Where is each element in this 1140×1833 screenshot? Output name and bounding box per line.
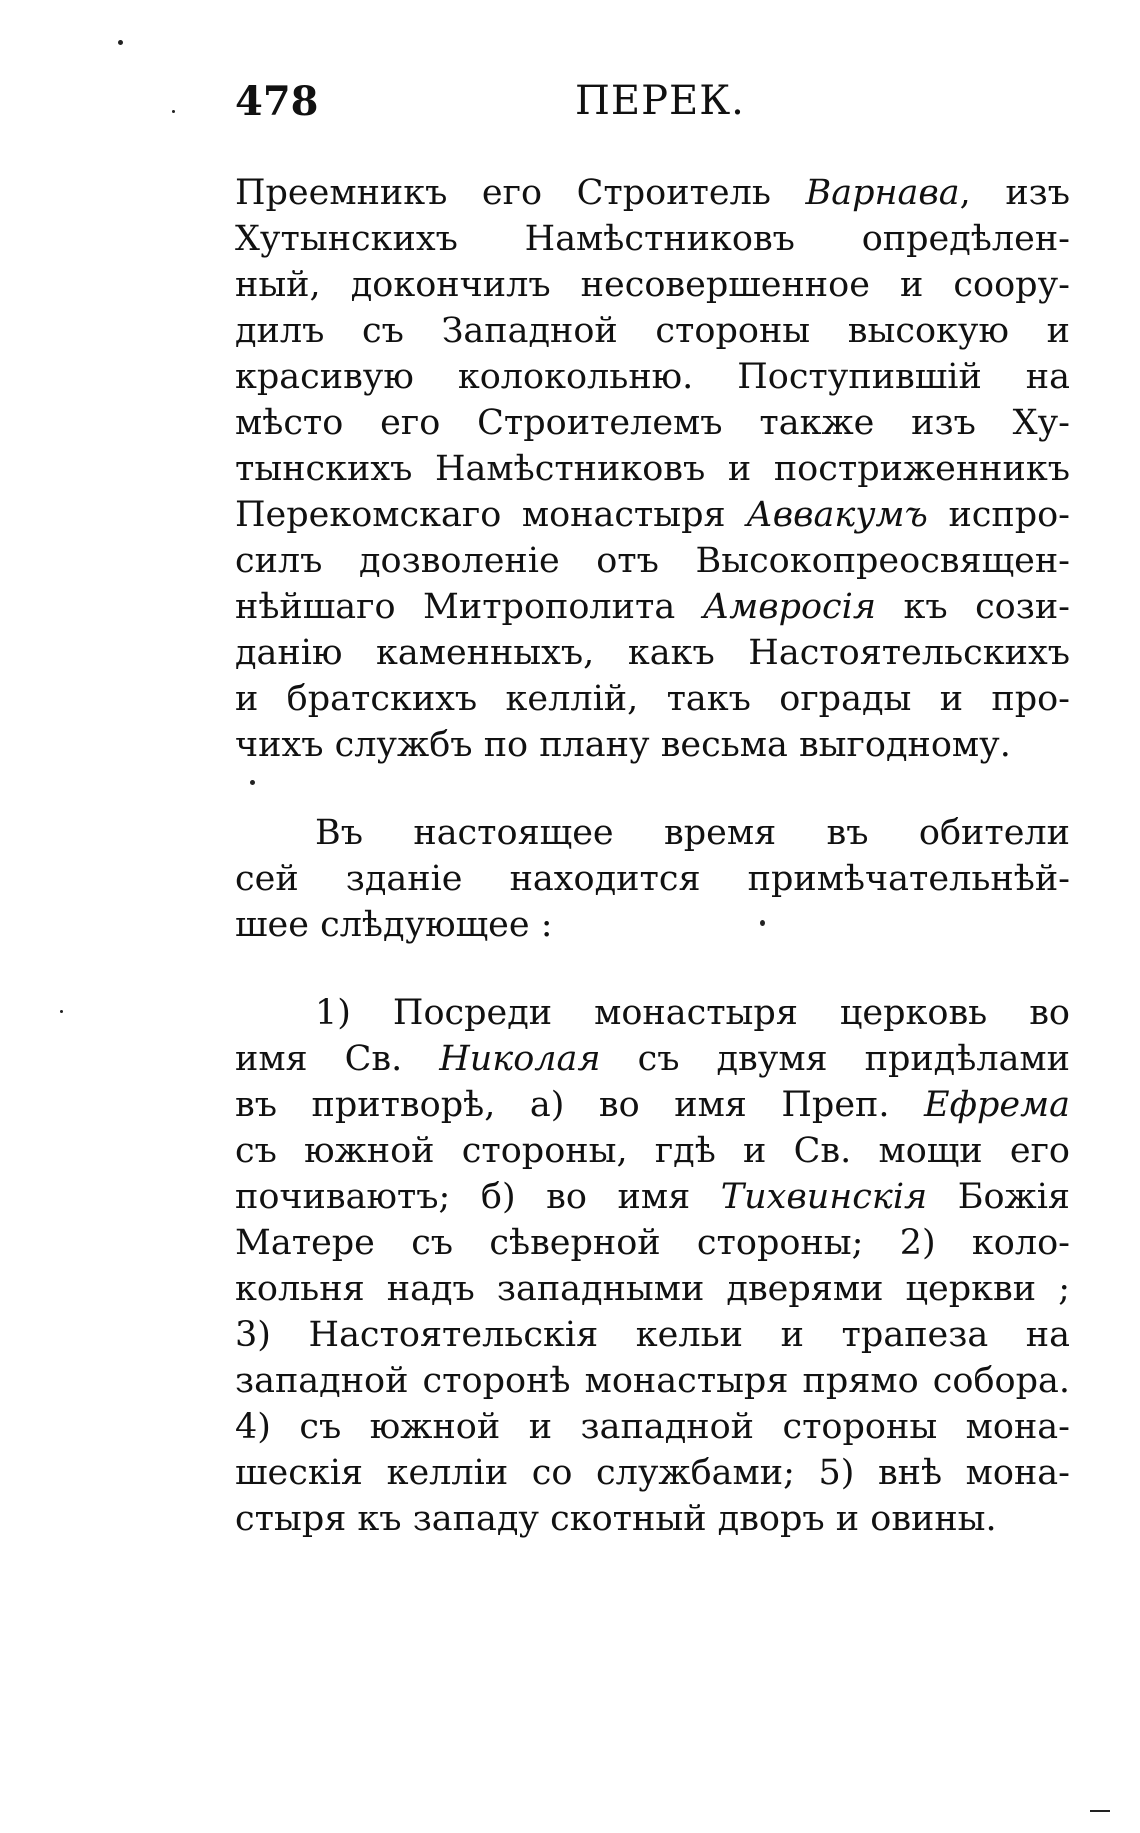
page-number: 478 [235,78,319,125]
text-segment: дилъ съ Западной стороны высокую и [235,311,1070,351]
running-title: ПЕРЕК. [575,78,745,124]
print-speck [172,110,175,113]
text-segment: и братскихъ келлій, такъ ограды и про- [235,679,1070,719]
text-segment: почиваютъ; б) во имя [235,1177,721,1217]
print-speck [1090,1810,1110,1812]
text-segment: , изъ [959,173,1070,213]
text-line [235,676,1070,722]
text-line [235,1450,1070,1496]
text-segment: мѣсто его Строителемъ также изъ Ху- [235,403,1070,443]
print-speck [760,920,765,926]
text-line [235,856,1070,902]
text-segment: испро- [927,495,1070,535]
text-segment: Перекомскаго монастыря [235,495,747,535]
text-segment: имя Св. [235,1039,440,1079]
text-line [235,400,1070,446]
text-segment: Въ настоящее время въ обители [315,813,1070,853]
text-segment: къ сози- [876,587,1070,627]
text-line [235,1174,1070,1220]
text-line [235,902,1070,948]
text-line [235,170,1070,216]
text-segment: шее слѣдующее : [235,905,553,945]
text-segment: данію каменныхъ, какъ Настоятельскихъ [235,633,1070,673]
text-segment: кольня надъ западными дверями церкви ; [235,1269,1070,1309]
text-line [235,630,1070,676]
paragraph-gap [235,948,1070,990]
proper-name: Амвросія [702,587,877,627]
text-segment: красивую колокольню. Поступившій на [235,357,1070,397]
text-line [235,354,1070,400]
text-line [235,1266,1070,1312]
text-line [235,810,1070,856]
text-line [235,1358,1070,1404]
text-segment: стыря къ западу скотный дворъ и овины. [235,1499,997,1539]
print-speck [250,780,255,785]
text-line [235,722,1070,768]
text-segment: 1) Посреди монастыря церковь во [315,993,1070,1033]
text-segment: тынскихъ Намѣстниковъ и постриженникъ [235,449,1070,489]
text-line [235,492,1070,538]
text-line [235,1312,1070,1358]
text-segment: нѣйшаго Митрополита [235,587,703,627]
text-segment: съ двумя придѣлами [600,1039,1070,1079]
text-segment: чихъ службъ по плану весьма выгодному. [235,725,1011,765]
text-segment: Преемникъ его Строитель [235,173,806,213]
text-line [235,1220,1070,1266]
paragraph-gap [235,768,1070,810]
text-segment: Божія [927,1177,1070,1217]
text-segment: 3) Настоятельскія кельи и трапеза на [235,1315,1070,1355]
text-line [235,216,1070,262]
text-segment: ный, докончилъ несовершенное и соору- [235,265,1070,305]
print-speck [60,1010,63,1013]
text-segment: сей зданіе находится примѣчательнѣй- [235,859,1070,899]
print-speck [118,40,123,45]
page-header [235,78,1070,138]
text-line [235,262,1070,308]
text-segment: Матере съ сѣверной стороны; 2) коло- [235,1223,1070,1263]
proper-name: Варнава [805,173,960,213]
body-text [235,170,1070,1542]
proper-name: Тихвинскія [720,1177,928,1217]
text-segment: западной сторонѣ монастыря прямо собора. [235,1361,1070,1401]
proper-name: Николая [439,1039,601,1079]
text-segment: Хутынскихъ Намѣстниковъ опредѣлен- [235,219,1070,259]
text-line [235,538,1070,584]
text-line [235,1404,1070,1450]
text-segment: силъ дозволеніе отъ Высокопреосвящен- [235,541,1070,581]
text-line [235,990,1070,1036]
text-line [235,584,1070,630]
text-line [235,1082,1070,1128]
text-line [235,308,1070,354]
text-segment: съ южной стороны, гдѣ и Св. мощи его [235,1131,1070,1171]
text-line [235,1036,1070,1082]
text-segment: шескія келліи со службами; 5) внѣ мона- [235,1453,1070,1493]
text-line [235,1128,1070,1174]
text-segment: въ притворѣ, а) во имя Преп. [235,1085,925,1125]
text-line [235,446,1070,492]
text-segment: 4) съ южной и западной стороны мона- [235,1407,1070,1447]
proper-name: Ефрема [924,1085,1070,1125]
proper-name: Аввакумъ [746,495,928,535]
text-line [235,1496,1070,1542]
